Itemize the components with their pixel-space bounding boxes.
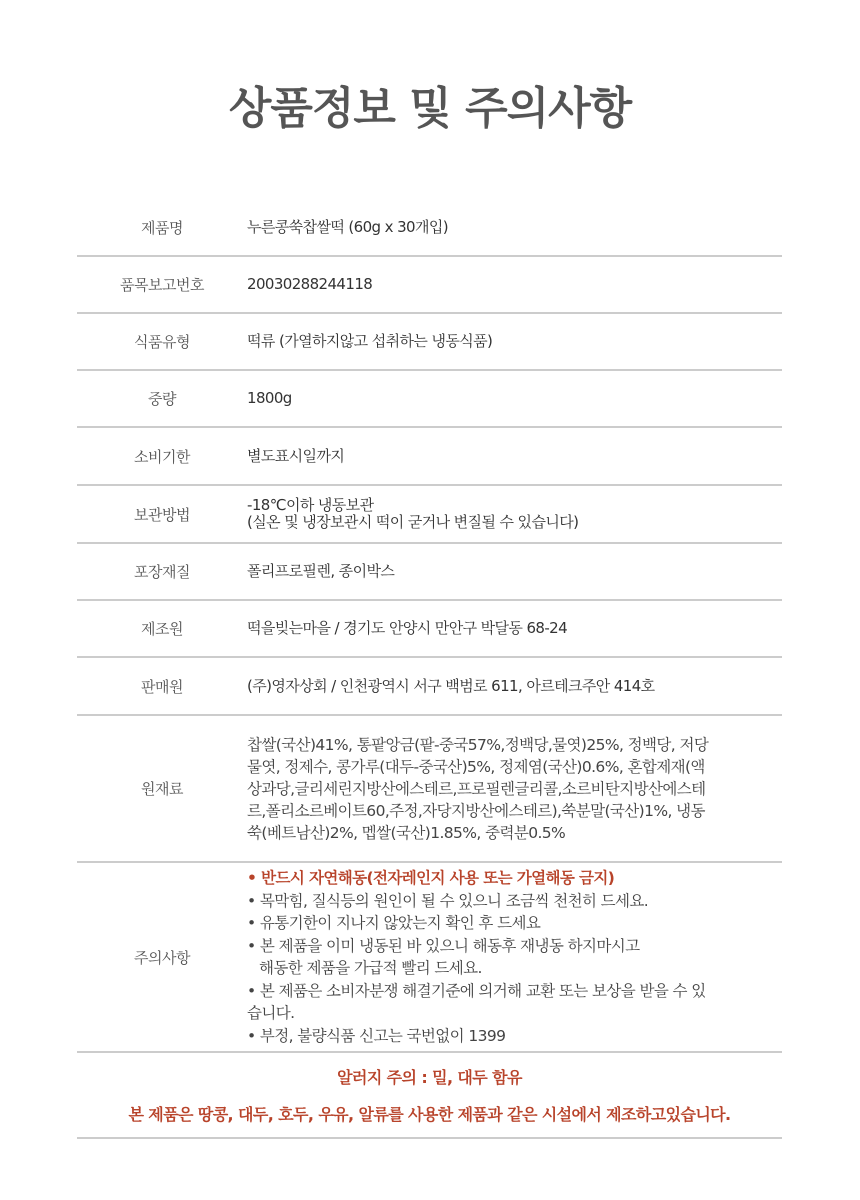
row-label: 보관방법 bbox=[134, 505, 190, 524]
row-value bbox=[247, 601, 782, 656]
caution-line: • 부정, 불량식품 신고는 국번없이 1399 bbox=[247, 1026, 506, 1045]
row-expiry bbox=[77, 428, 782, 486]
caution-line: • 본 제품은 소비자분쟁 해결기준에 의거해 교환 또는 보상을 받을 수 있 bbox=[247, 981, 706, 1000]
value-line: 떡을빚는마을 / 경기도 안양시 만안구 박달동 68-24 bbox=[247, 619, 568, 637]
row-cautions bbox=[77, 863, 782, 1053]
value-line: -18℃이하 냉동보관 bbox=[247, 496, 374, 514]
ingredient-line: 물엿, 정제수, 콩가루(대두-중국산)5%, 정제염(국산)0.6%, 혼합제재(액 bbox=[247, 757, 705, 776]
row-report-number bbox=[77, 257, 782, 314]
row-label: 판매원 bbox=[141, 677, 183, 696]
row-value bbox=[247, 658, 782, 714]
row-label: 제조원 bbox=[141, 620, 183, 638]
row-value bbox=[247, 314, 782, 369]
ingredient-line: 찹쌀(국산)41%, 통팥앙금(팥-중국57%,정백당,물엿)25%, 정백당, 저당 bbox=[247, 735, 709, 754]
row-label: 식품유형 bbox=[134, 333, 190, 351]
row-value bbox=[247, 257, 782, 312]
row-seller bbox=[77, 658, 782, 716]
caution-line-warning: • 반드시 자연해동(전자레인지 사용 또는 가열해동 금지) bbox=[247, 869, 615, 887]
row-value bbox=[247, 486, 782, 542]
value-line: 20030288244118 bbox=[247, 275, 373, 293]
value-line: 폴리프로필렌, 종이박스 bbox=[247, 562, 395, 580]
row-label: 주의사항 bbox=[134, 948, 190, 967]
value-line: 별도표시일까지 bbox=[247, 446, 345, 465]
product-info-table bbox=[77, 200, 782, 1139]
page-title: 상품정보 및 주의사항 bbox=[228, 83, 632, 134]
ingredient-line: 쑥(베트남산)2%, 멥쌀(국산)1.85%, 중력분0.5% bbox=[247, 823, 566, 842]
allergy-notice: 알러지 주의 : 밀, 대두 함유 bbox=[337, 1068, 522, 1087]
row-weight bbox=[77, 371, 782, 428]
caution-line: • 목막힘, 질식등의 원인이 될 수 있으니 조금씩 천천히 드세요. bbox=[247, 891, 649, 910]
row-product-name bbox=[77, 200, 782, 257]
row-storage bbox=[77, 486, 782, 544]
ingredient-line: 상과당,글리세린지방산에스테르,프로필렌글리콜,소르비탄지방산에스테 bbox=[247, 779, 706, 798]
value-line: (실온 및 냉장보관시 떡이 굳거나 변질될 수 있습니다) bbox=[247, 513, 579, 531]
value-line: (주)영자상회 / 인천광역시 서구 백범로 611, 아르테크주안 414호 bbox=[247, 676, 655, 695]
row-label: 품목보고번호 bbox=[120, 276, 204, 294]
row-ingredients bbox=[77, 716, 782, 863]
row-manufacturer bbox=[77, 601, 782, 658]
row-value bbox=[247, 428, 782, 484]
caution-line: • 본 제품을 이미 냉동된 바 있으니 해동후 재냉동 하지마시고 bbox=[247, 936, 640, 955]
facility-notice: 본 제품은 땅콩, 대두, 호두, 우유, 알류를 사용한 제품과 같은 시설에서 제조하고있습니다. bbox=[128, 1105, 731, 1124]
row-food-type bbox=[77, 314, 782, 371]
value-line: 떡류 (가열하지않고 섭취하는 냉동식품) bbox=[247, 332, 493, 350]
row-value bbox=[247, 371, 782, 426]
row-label: 중량 bbox=[148, 390, 176, 408]
caution-line: • 유통기한이 지나지 않았는지 확인 후 드세요 bbox=[247, 914, 541, 932]
allergy-notice-block bbox=[77, 1053, 782, 1139]
row-label: 원재료 bbox=[141, 780, 183, 798]
caution-line: 습니다. bbox=[247, 1004, 295, 1022]
row-value bbox=[247, 544, 782, 599]
row-label: 제품명 bbox=[141, 219, 183, 237]
ingredient-line: 르,폴리소르베이트60,주정,자당지방산에스테르),쑥분말(국산)1%, 냉동 bbox=[247, 801, 705, 820]
cautions-list bbox=[247, 863, 782, 1051]
value-line: 1800g bbox=[247, 389, 292, 407]
row-packaging bbox=[77, 544, 782, 601]
value-line: 누른콩쑥찹쌀떡 (60g x 30개입) bbox=[247, 218, 448, 236]
row-label: 소비기한 bbox=[134, 447, 190, 466]
row-label: 포장재질 bbox=[134, 563, 190, 581]
ingredients-text bbox=[247, 716, 782, 861]
caution-line: 해동한 제품을 가급적 빨리 드세요. bbox=[259, 959, 482, 977]
row-value bbox=[247, 200, 782, 255]
